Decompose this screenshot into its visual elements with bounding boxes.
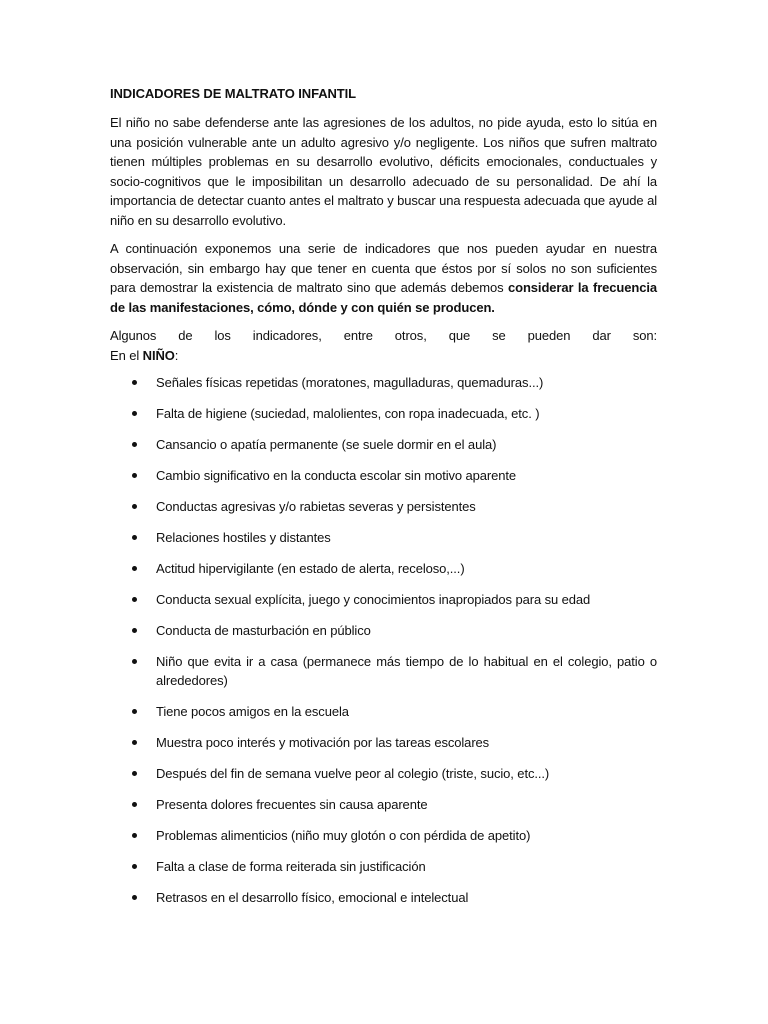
indicator-item [110, 795, 657, 814]
bullet-icon [132, 473, 137, 478]
indicator-item [110, 764, 657, 783]
indicator-item [110, 702, 657, 721]
bullet-icon [132, 659, 137, 664]
paragraph-observation-text: A continuación exponemos una serie de indicadores que nos pueden ayudar en nuestra observación, sin embargo hay que tener en cuenta que éstos por sí solos no son suficientes para demostrar la existencia de maltrato sino que además debemos [110, 241, 657, 295]
bullet-icon [132, 864, 137, 869]
child-heading-suffix: : [174, 347, 179, 363]
indicator-item [110, 373, 657, 392]
indicator-text: Actitud hipervigilante (en estado de alerta, receloso,...) [156, 561, 465, 576]
indicator-text: Problemas alimenticios (niño muy glotón o con pérdida de apetito) [156, 828, 531, 843]
indicator-item [110, 857, 657, 876]
indicator-item [110, 826, 657, 845]
bullet-icon [132, 833, 137, 838]
indicator-item [110, 559, 657, 578]
bullet-icon [132, 442, 137, 447]
document-title: INDICADORES DE MALTRATO INFANTIL [110, 86, 356, 101]
paragraph-observation-emphasis: considerar la frecuencia de las manifestaciones, cómo, dónde y con quién se producen. [110, 280, 657, 315]
indicator-text: Presenta dolores frecuentes sin causa aparente [156, 797, 428, 812]
indicator-text: Tiene pocos amigos en la escuela [156, 704, 349, 719]
indicator-item [110, 733, 657, 752]
indicator-text: Niño que evita ir a casa (permanece más tiempo de lo habitual en el colegio, patio o alrededores) [156, 654, 657, 688]
indicator-text: Muestra poco interés y motivación por las tareas escolares [156, 735, 490, 750]
child-heading-prefix: En el [110, 347, 143, 363]
indicator-item [110, 652, 657, 690]
bullet-icon [132, 566, 137, 571]
document-body [110, 84, 657, 919]
bullet-icon [132, 709, 137, 714]
indicators-intro-line: Algunos de los indicadores, entre otros, que se pueden dar son: [110, 328, 657, 343]
paragraph-indicators-intro [110, 326, 657, 365]
indicator-text: Señales físicas repetidas (moratones, magulladuras, quemaduras...) [156, 375, 544, 390]
paragraph-intro: El niño no sabe defenderse ante las agresiones de los adultos, no pide ayuda, esto lo sitúa en una posición vulnerable ante un adulto agresivo y/o negligente. Los niños que sufren maltrato tienen múltiples problemas en su desarrollo evolutivo, déficits emocionales, conductuales y socio-cognitivos que le imposibilitan un desarrollo adecuado de su personalidad. De ahí la importancia de detectar cuanto antes el maltrato y buscar una respuesta adecuada que ayude al niño en su desarrollo evolutivo. [110, 115, 657, 228]
indicator-item [110, 621, 657, 640]
indicator-text: Falta de higiene (suciedad, malolientes, con ropa inadecuada, etc. ) [156, 406, 540, 421]
bullet-icon [132, 802, 137, 807]
indicator-text: Cambio significativo en la conducta escolar sin motivo aparente [156, 468, 517, 483]
indicator-text: Después del fin de semana vuelve peor al colegio (triste, sucio, etc...) [156, 766, 550, 781]
paragraph-observation [110, 239, 657, 317]
indicator-item [110, 404, 657, 423]
indicator-item [110, 497, 657, 516]
bullet-icon [132, 504, 137, 509]
indicator-item [110, 435, 657, 454]
child-heading [110, 346, 657, 366]
bullet-icon [132, 411, 137, 416]
bullet-icon [132, 771, 137, 776]
bullet-icon [132, 895, 137, 900]
bullet-icon [132, 380, 137, 385]
bullet-icon [132, 628, 137, 633]
indicator-text: Conducta sexual explícita, juego y conocimientos inapropiados para su edad [156, 592, 591, 607]
indicator-item [110, 888, 657, 907]
indicator-text: Retrasos en el desarrollo físico, emocional e intelectual [156, 890, 469, 905]
indicator-list [110, 373, 657, 907]
bullet-icon [132, 535, 137, 540]
indicator-text: Falta a clase de forma reiterada sin justificación [156, 859, 426, 874]
indicator-text: Relaciones hostiles y distantes [156, 530, 331, 545]
indicator-item [110, 466, 657, 485]
indicator-text: Cansancio o apatía permanente (se suele dormir en el aula) [156, 437, 497, 452]
child-heading-bold: NIÑO [142, 347, 175, 363]
bullet-icon [132, 740, 137, 745]
indicator-item [110, 528, 657, 547]
indicator-text: Conductas agresivas y/o rabietas severas y persistentes [156, 499, 476, 514]
bullet-icon [132, 597, 137, 602]
indicator-text: Conducta de masturbación en público [156, 623, 371, 638]
indicator-item [110, 590, 657, 609]
